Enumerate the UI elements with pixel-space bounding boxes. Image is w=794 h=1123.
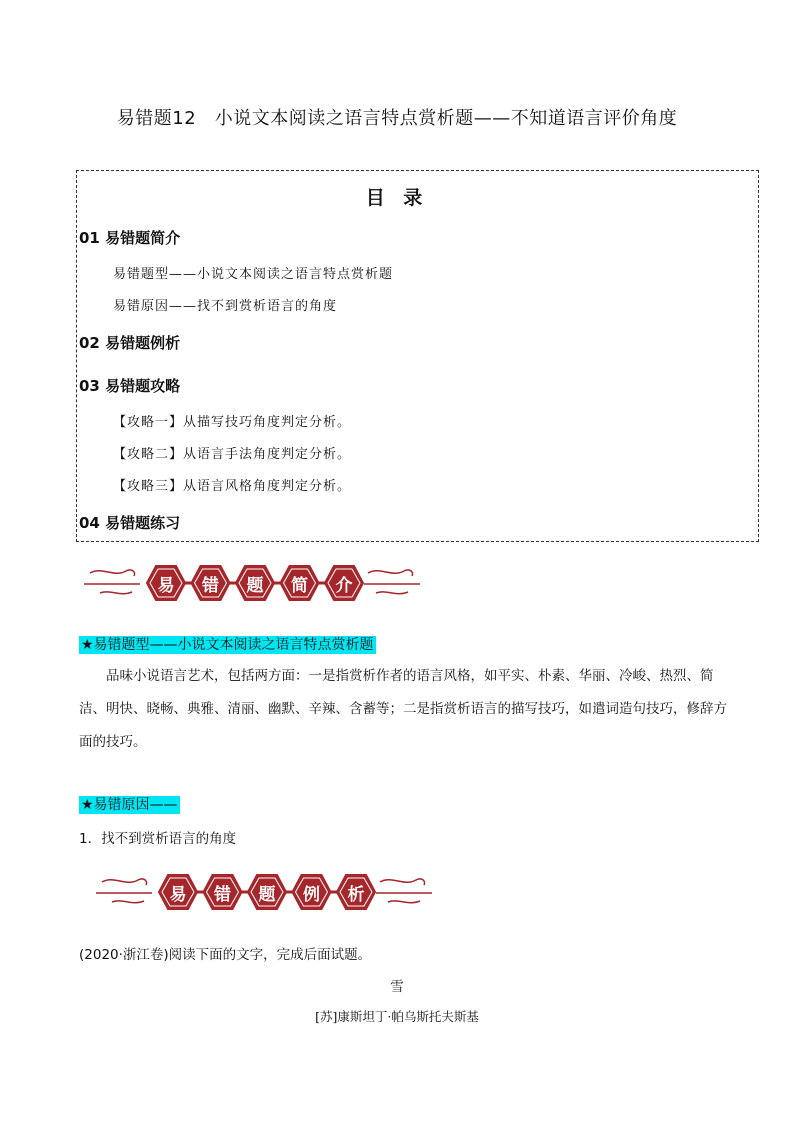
cloud-swirl-left-top-2 xyxy=(102,879,147,885)
banner-char-5: 介 xyxy=(335,575,353,596)
banner-char-4: 简 xyxy=(291,575,308,596)
document-title: 易错题12 小说文本阅读之语言特点赏析题——不知道语言评价角度 xyxy=(116,108,678,129)
banner2-char-5: 析 xyxy=(347,884,365,905)
cloud-swirl-right-top xyxy=(368,570,413,576)
cloud-swirl-right-bottom-2 xyxy=(388,901,420,903)
toc-item-3-1: 【攻略一】从描写技巧角度判定分析。 xyxy=(113,415,352,430)
section-banner-examples xyxy=(94,871,434,913)
banner2-char-1: 易 xyxy=(169,884,187,905)
toc-section-4: 04 易错题练习 xyxy=(79,514,181,532)
intro-paragraph: 品味小说语言艺术，包括两方面：一是指赏析作者的语言风格，如平实、朴素、华丽、冷峻、热烈、简洁、明快、晓畅、典雅、清丽、幽默、辛辣、含蓄等；二是指赏析语言的描写技巧，如遣词造句技巧，修辞方面的技巧。 xyxy=(79,668,727,750)
cloud-swirl-left-top xyxy=(90,570,135,576)
banner-char-1: 易 xyxy=(157,575,175,596)
banner2-char-3: 题 xyxy=(258,884,276,905)
toc-section-3: 03 易错题攻略 xyxy=(79,377,181,395)
banner2-char-2: 错 xyxy=(214,884,231,905)
cloud-swirl-right-bottom xyxy=(376,592,408,594)
banner-char-row-2 xyxy=(159,871,375,913)
toc-section-2: 02 易错题例析 xyxy=(79,334,181,352)
banner-char-2: 错 xyxy=(202,575,219,596)
error-reason-heading-text: ★易错原因—— xyxy=(81,797,178,813)
cloud-swirl-left-bottom xyxy=(100,592,132,594)
story-author: [苏]康斯坦丁·帕乌斯托夫斯基 xyxy=(315,1009,479,1024)
toc-item-1-1: 易错题型——小说文本阅读之语言特点赏析题 xyxy=(113,267,394,282)
banner-char-3: 题 xyxy=(246,575,264,596)
story-title: 雪 xyxy=(390,979,404,995)
cloud-swirl-right-top-2 xyxy=(380,879,425,885)
cloud-swirl-left-bottom-2 xyxy=(112,901,144,903)
toc-item-3-2: 【攻略二】从语言手法角度判定分析。 xyxy=(113,447,352,462)
toc-section-1: 01 易错题简介 xyxy=(79,229,181,247)
error-type-heading xyxy=(79,634,376,654)
example-source-line: (2020·浙江卷)阅读下面的文字，完成后面试题。 xyxy=(79,947,372,963)
toc-item-3-3: 【攻略三】从语言风格角度判定分析。 xyxy=(113,479,352,494)
error-reason-item: 1．找不到赏析语言的角度 xyxy=(79,831,237,847)
error-type-heading-text: ★易错题型——小说文本阅读之语言特点赏析题 xyxy=(81,637,374,653)
toc-heading: 目 录 xyxy=(365,187,429,209)
banner-char-row xyxy=(147,562,363,604)
toc-item-1-2: 易错原因——找不到赏析语言的角度 xyxy=(113,299,338,314)
section-banner-intro xyxy=(82,562,422,604)
error-reason-heading xyxy=(79,794,180,814)
banner2-char-4: 例 xyxy=(303,884,320,905)
